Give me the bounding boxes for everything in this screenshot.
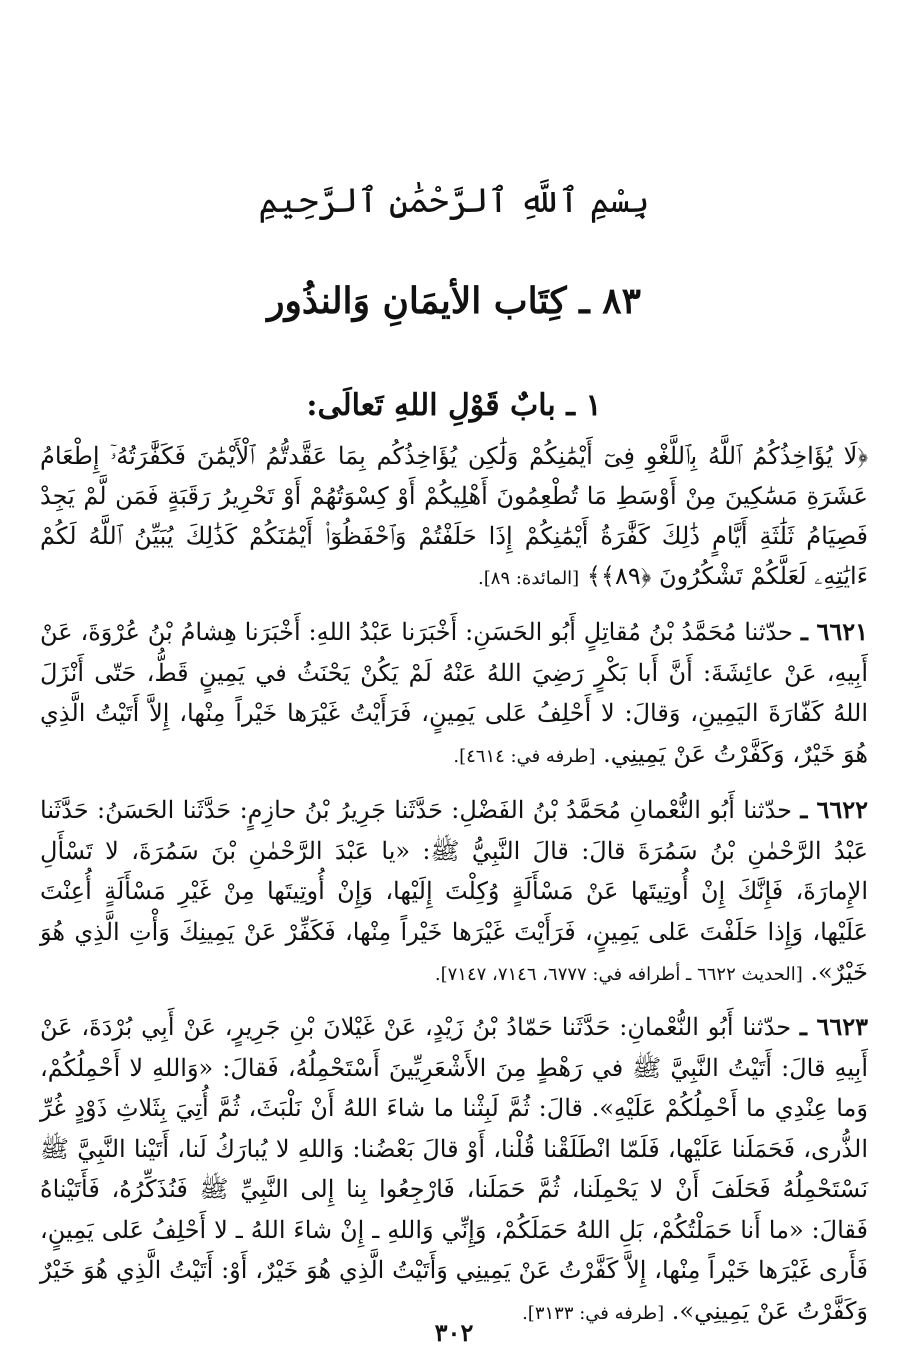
book-title: ٨٣ ـ كِتَاب الأيمَانِ وَالنذُور <box>267 280 641 322</box>
chapter-title: ١ ـ بابٌ قَوْلِ اللهِ تَعالَى: <box>306 388 602 423</box>
hadith-text: حدّثنا مُحَمَّدُ بْنُ مُقاتِلٍ أَبُو الحَسَنِ: أَخْبَرَنا عَبْدُ اللهِ: أَخْبَرَنا هِشامُ بْنُ عُرْوَةَ، عَنْ أَبِيهِ، عَنْ عائِشَةَ: أَنَّ أَبا بَكْرٍ رَضِيَ اللهُ عَنْهُ لَمْ يَكُنْ يَحْنَثُ في يَمِينٍ قَطُّ، حَتّى أَنْزَلَ اللهُ كَفّارَةَ اليَمِينِ، وَقالَ: لا أَحْلِفُ عَلى يَمِينٍ، فَرَأَيْتُ غَيْرَها خَيْراً مِنْها، إِلاَّ أَتَيْتُ الَّذِي هُوَ خَيْرٌ، وَكَفَّرْتُ عَنْ يَمِينِي. <box>40 618 868 768</box>
hadith-text: حدّثنا أَبُو النُّعْمانِ: حَدَّثَنا حَمّادُ بْنُ زَيْدٍ، عَنْ غَيْلانَ بْنِ جَرِيرٍ، عَنْ أَبِي بُرْدَةَ، عَنْ أَبِيهِ قالَ: أَتَيْتُ النَّبِيَّ ﷺ في رَهْطٍ مِنَ الأَشْعَرِيِّينَ أَسْتَحْمِلُهُ، فَقالَ: «وَاللهِ لا أَحْمِلُكُمْ، وَما عِنْدِي ما أَحْمِلُكُمْ عَلَيْهِ». قالَ: ثُمَّ لَبِثْنا ما شاءَ اللهُ أَنْ نَلْبَثَ، ثُمَّ أُتِيَ بِثَلاثِ ذَوْدٍ غُرِّ الذُّرى، فَحَمَلَنا عَلَيْها، فَلَمّا انْطَلَقْنا قُلْنا، أَوْ قالَ بَعْضُنا: وَاللهِ لا يُبارَكُ لَنا، أَتَيْنا النَّبِيَّ ﷺ نَسْتَحْمِلُهُ فَحَلَفَ أَنْ لا يَحْمِلَنا، ثُمَّ حَمَلَنا، فَارْجِعُوا بِنا إِلى النَّبِيِّ ﷺ فَنُذَكِّرُهُ، فَأَتَيْناهُ فَقالَ: «ما أَنا حَمَلْتُكُمْ، بَلِ اللهُ حَمَلَكُمْ، وَإِنِّي وَاللهِ ـ إِنْ شاءَ اللهُ ـ لا أَحْلِفُ عَلى يَمِينٍ، فَأَرى غَيْرَها خَيْراً مِنْها، إِلاَّ كَفَّرْتُ عَنْ يَمِينِي وَأَتَيْتُ الَّذِي هُوَ خَيْرٌ، أَوْ: أَتَيْتُ الَّذِي هُوَ خَيْرٌ وَكَفَّرْتُ عَنْ يَمِينِي». <box>40 1013 869 1325</box>
hadith-paragraph <box>40 612 868 777</box>
hadith-paragraph <box>40 790 868 996</box>
hadith-paragraph <box>40 1007 868 1334</box>
hadith-text: حدّثنا أَبُو النُّعْمانِ مُحَمَّدُ بْنُ الفَضْلِ: حَدَّثَنا جَرِيرُ بْنُ حازِمٍ: حَدَّثَنا الحَسَنُ: حَدَّثَنا عَبْدُ الرَّحْمٰنِ بْنُ سَمُرَةَ قالَ: قالَ النَّبِيُّ ﷺ: «يا عَبْدَ الرَّحْمٰنِ بْنَ سَمُرَةَ، لا تَسْأَلِ الإِمارَةَ، فَإِنَّكَ إِنْ أُوتِيتَها عَنْ مَسْأَلَةٍ وُكِلْتَ إِلَيْها، وَإِنْ أُوتِيتَها مِنْ غَيْرِ مَسْأَلَةٍ أُعِنْتَ عَلَيْها، وَإِذا حَلَفْتَ عَلى يَمِينٍ، فَرَأَيْتَ غَيْرَها خَيْراً مِنْها، فَكَفِّرْ عَنْ يَمِينِكَ وَأْتِ الَّذِي هُوَ خَيْرٌ». <box>40 796 868 986</box>
verse-reference: [المائدة: ٨٩]. <box>478 568 580 589</box>
basmala-heading: بِسْمِ ٱللَّهِ ٱلرَّحْمَٰنِ ٱلرَّحِيمِ <box>258 181 650 221</box>
quran-verse <box>40 436 868 599</box>
hadith-reference: [الحديث ٦٦٢٢ ـ أطرافه في: ٦٧٧٧، ٧١٤٦، ٧١٤٧]. <box>434 964 803 985</box>
page-number: ٣٠٢ <box>434 1318 474 1347</box>
hadith-number: ٦٦٢١ ـ <box>800 617 868 646</box>
hadith-number: ٦٦٢٢ ـ <box>800 795 868 824</box>
hadith-reference: [طرفه في: ٤٦١٤]. <box>453 745 596 767</box>
verse-text: ﴿لَا يُؤَاخِذُكُمُ ٱللَّهُ بِٱللَّغْوِ فِىٓ أَيْمَٰنِكُمْ وَلَٰكِن يُؤَاخِذُكُم بِمَا عَقَّدتُّمُ ٱلْأَيْمَٰنَ فَكَفَّٰرَتُهُۥٓ إِطْعَامُ عَشَرَةِ مَسَٰكِينَ مِنْ أَوْسَطِ مَا تُطْعِمُونَ أَهْلِيكُمْ أَوْ كِسْوَتُهُمْ أَوْ تَحْرِيرُ رَقَبَةٍ فَمَن لَّمْ يَجِدْ فَصِيَامُ ثَلَٰثَةِ أَيَّامٍ ذَٰلِكَ كَفَّٰرَةُ أَيْمَٰنِكُمْ إِذَا حَلَفْتُمْ وَٱحْفَظُوٓا۟ أَيْمَٰنَكُمْ كَذَٰلِكَ يُبَيِّنُ ٱللَّهُ لَكُمْ ءَايَٰتِهِۦ لَعَلَّكُمْ تَشْكُرُونَ ﴿٨٩﴾﴾ <box>40 442 868 590</box>
hadith-reference: [طرفه في: ٣١٣٣]. <box>522 1302 665 1324</box>
hadith-number: ٦٦٢٣ ـ <box>799 1012 868 1041</box>
